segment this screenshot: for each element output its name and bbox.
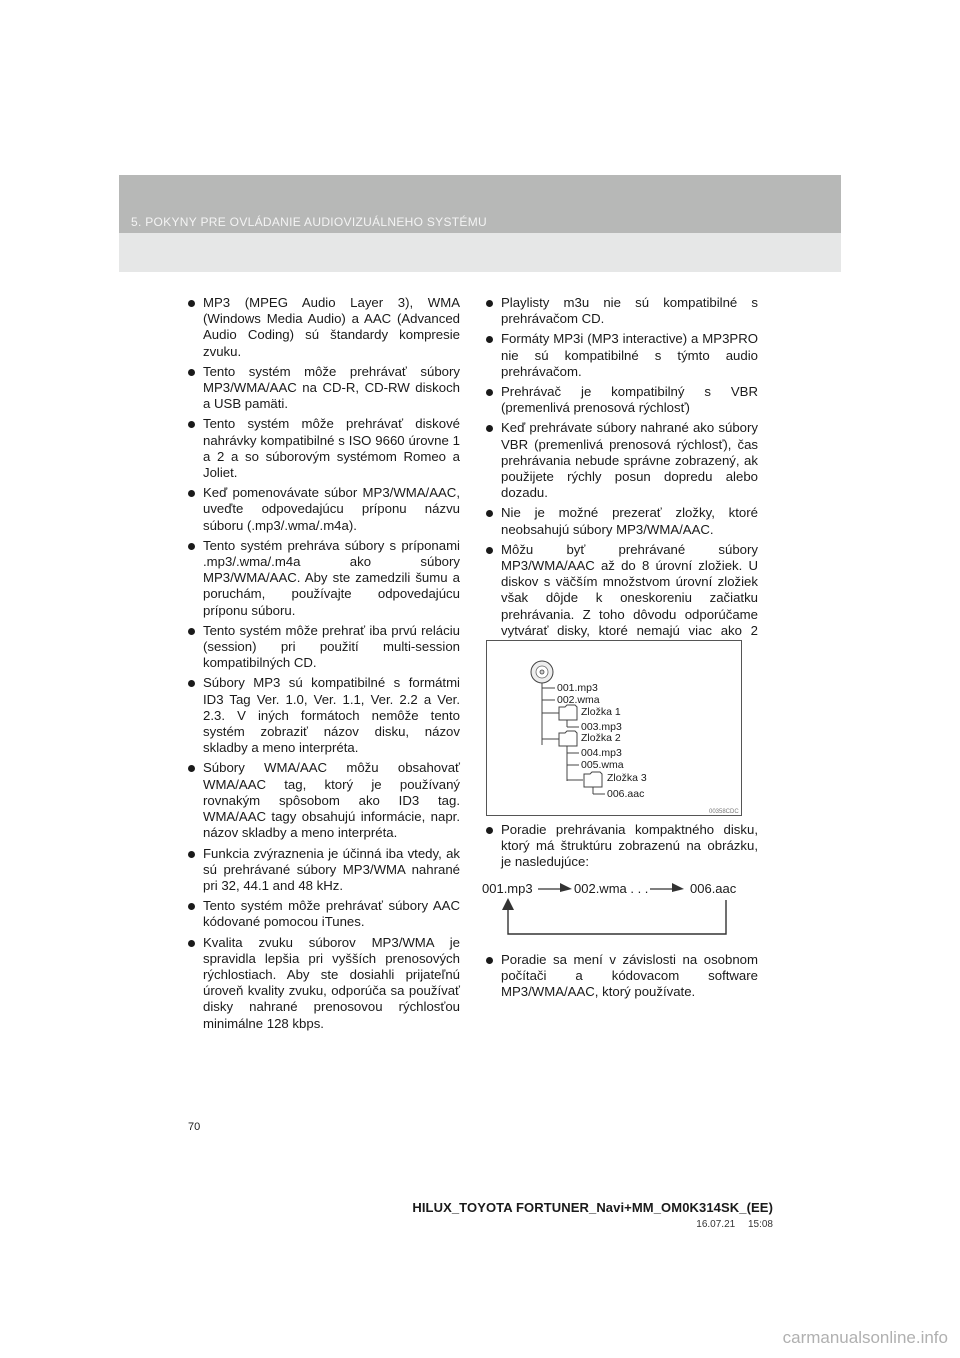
bullet-item bbox=[188, 675, 460, 756]
left-column bbox=[188, 295, 460, 1036]
arrow-right-icon bbox=[650, 883, 684, 892]
footer-document-title: HILUX_TOYOTA FORTUNER_Navi+MM_OM0K314SK_(EE) bbox=[412, 1200, 773, 1215]
tree-file-label: 004.mp3 bbox=[581, 747, 622, 759]
bullet-item bbox=[188, 485, 460, 534]
bullet-item bbox=[188, 364, 460, 413]
tree-file-label: 002.wma bbox=[557, 694, 600, 706]
bullet-text: Tento systém môže prehrať iba prvú reláciu (session) pri použití multi-session kompatibilných CD. bbox=[203, 622, 460, 671]
right-column-bottom bbox=[486, 952, 758, 1005]
bullet-item bbox=[486, 331, 758, 380]
order-middle: 002.wma . . . bbox=[574, 881, 649, 896]
bullet-dot-icon bbox=[486, 425, 493, 432]
bullet-text: Prehrávač je kompatibilný s VBR (premenlivá prenosová rýchlosť) bbox=[501, 384, 758, 416]
bullet-item bbox=[188, 623, 460, 672]
bullet-text: Môžu byť prehrávané súbory MP3/WMA/AAC až do 8 úrovní zložiek. U diskov s väčším množstvom úrovní zložiek však dôjde k oneskoreniu začiatku prehrávania. Z toho dôvodu odporúčame vytvárať disky, ktoré nemajú viac ako 2 bbox=[501, 541, 758, 638]
loop-back-arrow-icon bbox=[502, 898, 726, 934]
bullet-dot-icon bbox=[188, 490, 195, 497]
bullet-dot-icon bbox=[188, 300, 195, 307]
bullet-dot-icon bbox=[486, 300, 493, 307]
bullet-text: Tento systém môže prehrávať diskové nahrávky kompatibilné s ISO 9660 úrovne 1 a 2 a so súborovým systémom Romeo a Joliet. bbox=[203, 416, 460, 481]
page-number: 70 bbox=[188, 1121, 201, 1133]
folder-icon bbox=[559, 731, 577, 746]
bullet-dot-icon bbox=[188, 421, 195, 428]
bullet-dot-icon bbox=[188, 628, 195, 635]
bullet-item bbox=[188, 538, 460, 619]
bullet-text: Kvalita zvuku súborov MP3/WMA je spravidla lepšia pri vyšších prenosových rýchlostiach. Aby ste dosiahli prijateľnú úroveň kvality zvuku, odporúča sa používať disky nahrané prenosovou rýchlosťou minimálne 128 kbps. bbox=[203, 934, 460, 1031]
bullet-dot-icon bbox=[188, 543, 195, 550]
bullet-dot-icon bbox=[188, 940, 195, 947]
bullet-dot-icon bbox=[486, 389, 493, 396]
bullet-dot-icon bbox=[486, 547, 493, 554]
bullet-item bbox=[486, 542, 758, 655]
tree-file-label: 005.wma bbox=[581, 759, 624, 771]
tree-file-label: 001.mp3 bbox=[557, 682, 598, 694]
figure-code: 00358CDC bbox=[709, 809, 739, 815]
bullet-text: Poradie prehrávania kompaktného disku, ktorý má štruktúru zobrazenú na obrázku, je nasledujúce: bbox=[501, 822, 758, 870]
bullet-dot-icon bbox=[486, 827, 493, 834]
play-order-diagram bbox=[480, 878, 740, 936]
bullet-text: Keď pomenovávate súbor MP3/WMA/AAC, uveďte odpovedajúcu príponu názvu súboru (.mp3/.wma/.m4a). bbox=[203, 485, 460, 533]
folder-structure-diagram bbox=[486, 640, 742, 816]
bullet-item bbox=[188, 935, 460, 1032]
bullet-text: Keď prehrávate súbory nahrané ako súbory VBR (premenlivá prenosová rýchlosť), čas prehrávania nebude správne zobrazený, ak použijete rýchly posun dopredu alebo dozadu. bbox=[501, 420, 758, 501]
bullet-text: Nie je možné prezerať zložky, ktoré neobsahujú súbory MP3/WMA/AAC. bbox=[501, 505, 758, 537]
tree-file-label: 003.mp3 bbox=[581, 721, 622, 733]
bullet-item bbox=[486, 952, 758, 1001]
folder-icon bbox=[584, 772, 602, 787]
order-last: 006.aac bbox=[690, 881, 737, 896]
right-column-mid bbox=[486, 822, 758, 875]
cd-disc-icon bbox=[531, 661, 553, 683]
bullet-dot-icon bbox=[188, 369, 195, 376]
bullet-text: Tento systém môže prehrávať súbory MP3/WMA/AAC na CD-R, CD-RW diskoch a USB pamäti. bbox=[203, 363, 460, 412]
tree-folder-label: Zložka 1 bbox=[581, 706, 621, 718]
bullet-dot-icon bbox=[188, 903, 195, 910]
bullet-dot-icon bbox=[188, 765, 195, 772]
bullet-text: Súbory WMA/AAC môžu obsahovať WMA/AAC tag, ktorý je používaný rovnakým spôsobom ako ID3 tag. WMA/AAC tagy obsahujú informácie, napr. názov skladby a meno interpréta. bbox=[203, 760, 460, 841]
bullet-text: Playlisty m3u nie sú kompatibilné s prehrávačom CD. bbox=[501, 295, 758, 327]
bullet-item bbox=[486, 505, 758, 537]
bullet-item bbox=[188, 416, 460, 481]
bullet-text: MP3 (MPEG Audio Layer 3), WMA (Windows Media Audio) a AAC (Advanced Audio Coding) sú štandardy kompresie zvuku. bbox=[203, 295, 460, 359]
play-order-svg bbox=[480, 878, 740, 936]
bullet-item bbox=[188, 846, 460, 895]
bullet-text: Tento systém môže prehrávať súbory AAC kódované pomocou iTunes. bbox=[203, 898, 460, 930]
bullet-item bbox=[188, 295, 460, 360]
bullet-dot-icon bbox=[188, 680, 195, 687]
footer-timestamp: 16.07.21 15:08 bbox=[696, 1219, 773, 1230]
folder-icon bbox=[559, 705, 577, 720]
bullet-item bbox=[486, 822, 758, 871]
section-title: 5. POKYNY PRE OVLÁDANIE AUDIOVIZUÁLNEHO SYSTÉMU bbox=[131, 215, 487, 229]
tree-folder-label: Zložka 3 bbox=[607, 772, 647, 784]
bullet-dot-icon bbox=[486, 957, 493, 964]
bullet-dot-icon bbox=[486, 510, 493, 517]
bullet-item bbox=[188, 760, 460, 841]
folder-tree-svg bbox=[487, 641, 743, 817]
bullet-item bbox=[486, 384, 758, 416]
right-column-top bbox=[486, 295, 758, 659]
bullet-text: Formáty MP3i (MP3 interactive) a MP3PRO nie sú kompatibilné s týmto audio prehrávačom. bbox=[501, 331, 758, 379]
bullet-text: Súbory MP3 sú kompatibilné s formátmi ID3 Tag Ver. 1.0, Ver. 1.1, Ver. 2.2 a Ver. 2.3. V iných formátoch nemôže tento systém zobraziť názov disku, názov skladby a meno interpréta. bbox=[203, 675, 460, 756]
tree-file-label: 006.aac bbox=[607, 788, 645, 800]
bullet-dot-icon bbox=[486, 336, 493, 343]
arrow-right-icon bbox=[538, 883, 572, 892]
tree-folder-label: Zložka 2 bbox=[581, 732, 621, 744]
bullet-dot-icon bbox=[188, 851, 195, 858]
bullet-item bbox=[486, 420, 758, 501]
watermark: carmanualsonline.info bbox=[782, 1328, 948, 1347]
bullet-item bbox=[486, 295, 758, 327]
bullet-text: Funkcia zvýraznenia je účinná iba vtedy, ak sú prehrávané súbory MP3/WMA nahrané pri 32, 44.1 and 48 kHz. bbox=[203, 845, 460, 893]
bullet-text: Poradie sa mení v závislosti na osobnom počítači a kódovacom software MP3/WMA/AAC, ktorý používate. bbox=[501, 952, 758, 1000]
order-first: 001.mp3 bbox=[482, 881, 533, 896]
page-header bbox=[119, 175, 841, 272]
bullet-text: Tento systém prehráva súbory s príponami .mp3/.wma/.m4a ako súbory MP3/WMA/AAC. Aby ste zamedzili šumu a poruchám, používajte odpovedajúcu príponu súboru. bbox=[203, 537, 460, 618]
bullet-item bbox=[188, 898, 460, 930]
